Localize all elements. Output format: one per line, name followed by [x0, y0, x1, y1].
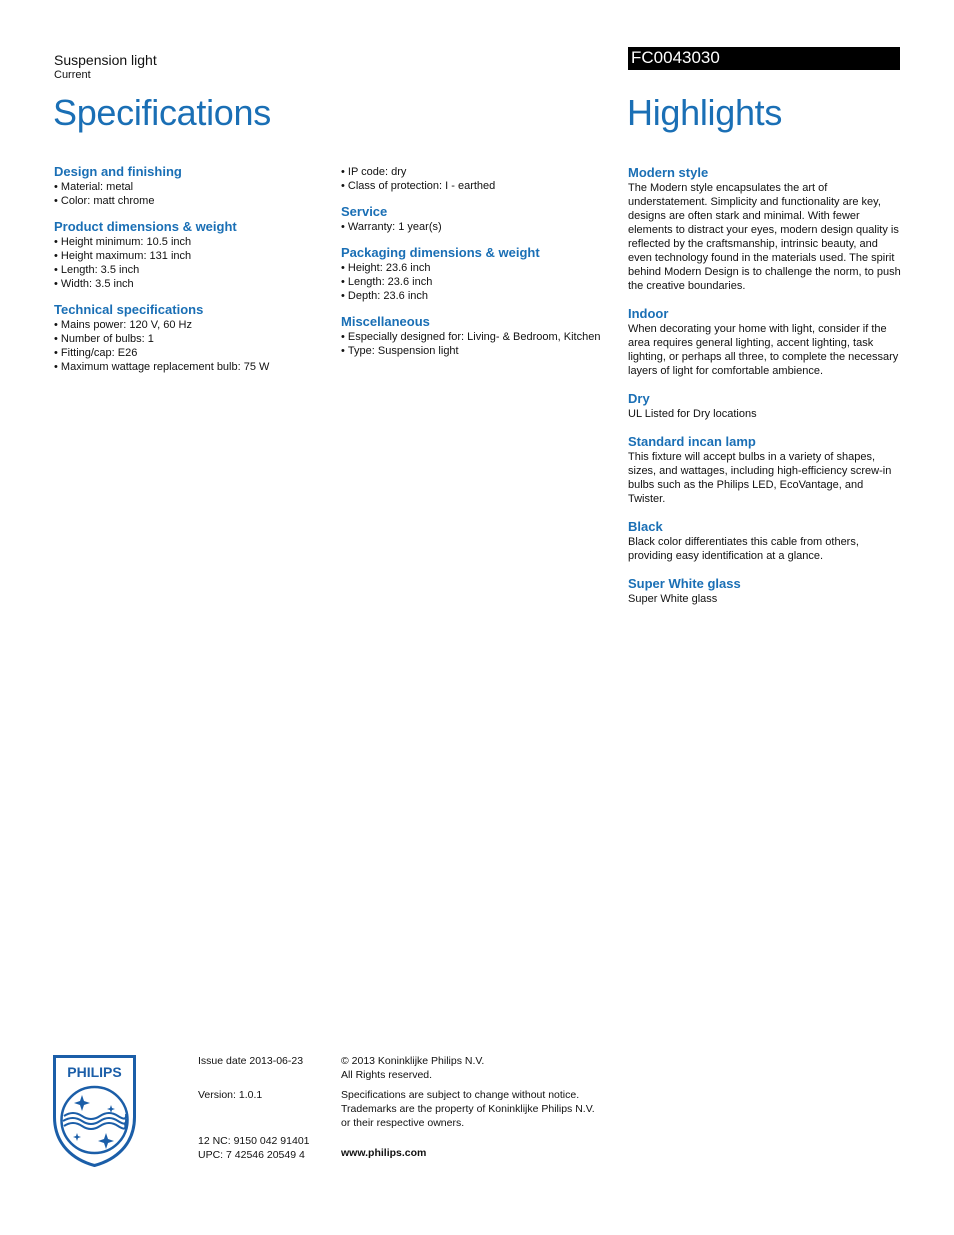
product-code: FC0043030: [631, 48, 720, 67]
spec-section: [54, 219, 329, 291]
highlight-item: [628, 391, 902, 421]
spec-item: • Warranty: 1 year(s): [341, 220, 616, 234]
spec-section-heading: Packaging dimensions & weight: [341, 245, 540, 260]
notice-line: or their respective owners.: [341, 1117, 465, 1129]
spec-section: [54, 164, 329, 208]
spec-section-heading: Design and finishing: [54, 164, 182, 179]
spec-section-heading: Technical specifications: [54, 302, 204, 317]
specifications-title: Specifications: [53, 92, 271, 133]
highlight-item: [628, 519, 902, 563]
spec-section: [341, 204, 616, 234]
footer-meta: [198, 1054, 328, 1162]
highlight-text: The Modern style encapsulates the art of understatement. Simplicity and functionality are key, designs are often stark and minimal. With fewer elements to distract your eyes, modern design quality is reflected by the craftsmanship, intrinsic beauty, and even technology found in the materials used. The spirit behind Modern Design is to challenge the norm, to push the creative boundaries.: [628, 182, 901, 292]
highlight-heading: Super White glass: [628, 576, 741, 591]
spec-item: • Width: 3.5 inch: [54, 277, 329, 291]
product-code-bar: [628, 47, 900, 70]
nc-number: 12 NC: 9150 042 91401: [198, 1135, 310, 1147]
spec-item: • Fitting/cap: E26: [54, 346, 329, 360]
highlight-item: [628, 165, 902, 293]
highlights-column: [628, 165, 902, 619]
spec-item: • Number of bulbs: 1: [54, 332, 329, 346]
highlight-text: This fixture will accept bulbs in a variety of shapes, sizes, and wattages, including high-efficiency screw-in bulbs such as the Philips LED, EcoVantage, and Twister.: [628, 451, 892, 505]
issue-date: Issue date 2013-06-23: [198, 1055, 304, 1067]
spec-item: • Length: 23.6 inch: [341, 275, 616, 289]
highlight-heading: Standard incan lamp: [628, 434, 756, 449]
copyright-line: © 2013 Koninklijke Philips N.V.: [341, 1055, 485, 1067]
spec-item: • Type: Suspension light: [341, 344, 616, 358]
spec-section: [341, 314, 616, 358]
spec-section: [341, 245, 616, 303]
spec-section-heading: Service: [341, 204, 388, 219]
highlight-text: Black color differentiates this cable from others, providing easy identification at a glance.: [628, 536, 859, 562]
spec-item: • Color: matt chrome: [54, 194, 329, 208]
website-link[interactable]: www.philips.com: [341, 1147, 427, 1159]
spec-item: • Height minimum: 10.5 inch: [54, 235, 329, 249]
spec-item: • Depth: 23.6 inch: [341, 289, 616, 303]
highlight-item: [628, 306, 902, 378]
philips-shield-icon: [53, 1055, 136, 1167]
spec-section-heading: Miscellaneous: [341, 314, 430, 329]
highlight-item: [628, 576, 902, 606]
spec-column-2: [341, 165, 616, 369]
highlight-heading: Dry: [628, 391, 650, 406]
product-name: Suspension light: [54, 52, 157, 68]
spec-item: • Maximum wattage replacement bulb: 75 W: [54, 360, 329, 374]
notice-line: Trademarks are the property of Koninklijke Philips N.V.: [341, 1103, 595, 1115]
logo-text: PHILIPS: [67, 1064, 122, 1080]
highlight-text: Super White glass: [628, 593, 718, 605]
copyright-line: All Rights reserved.: [341, 1069, 433, 1081]
product-status: Current: [54, 69, 91, 81]
version: Version: 1.0.1: [198, 1089, 263, 1101]
spec-item: • IP code: dry: [341, 165, 616, 179]
upc-number: UPC: 7 42546 20549 4: [198, 1149, 305, 1161]
spec-item: • Mains power: 120 V, 60 Hz: [54, 318, 329, 332]
highlight-heading: Indoor: [628, 306, 669, 321]
footer-legal: [341, 1054, 621, 1160]
highlight-heading: Modern style: [628, 165, 709, 180]
spec-item: • Height: 23.6 inch: [341, 261, 616, 275]
highlight-heading: Black: [628, 519, 663, 534]
spec-item: • Height maximum: 131 inch: [54, 249, 329, 263]
spec-section-heading: Product dimensions & weight: [54, 219, 237, 234]
notice-line: Specifications are subject to change without notice.: [341, 1089, 580, 1101]
highlight-text: UL Listed for Dry locations: [628, 408, 757, 420]
highlight-item: [628, 434, 902, 506]
highlights-title: Highlights: [627, 92, 783, 133]
spec-item: • Especially designed for: Living- & Bedroom, Kitchen: [341, 330, 616, 344]
spec-item: • Length: 3.5 inch: [54, 263, 329, 277]
spec-item: • Material: metal: [54, 180, 329, 194]
spec-column-1: [54, 164, 329, 385]
spec-section: [54, 302, 329, 374]
spec-item: • Class of protection: I - earthed: [341, 179, 616, 193]
highlight-text: When decorating your home with light, consider if the area requires general lighting, accent lighting, task lighting, or perhaps all three, to complete the necessary layers of light for comfortable ambience.: [628, 323, 899, 377]
spec-section: [341, 165, 616, 193]
